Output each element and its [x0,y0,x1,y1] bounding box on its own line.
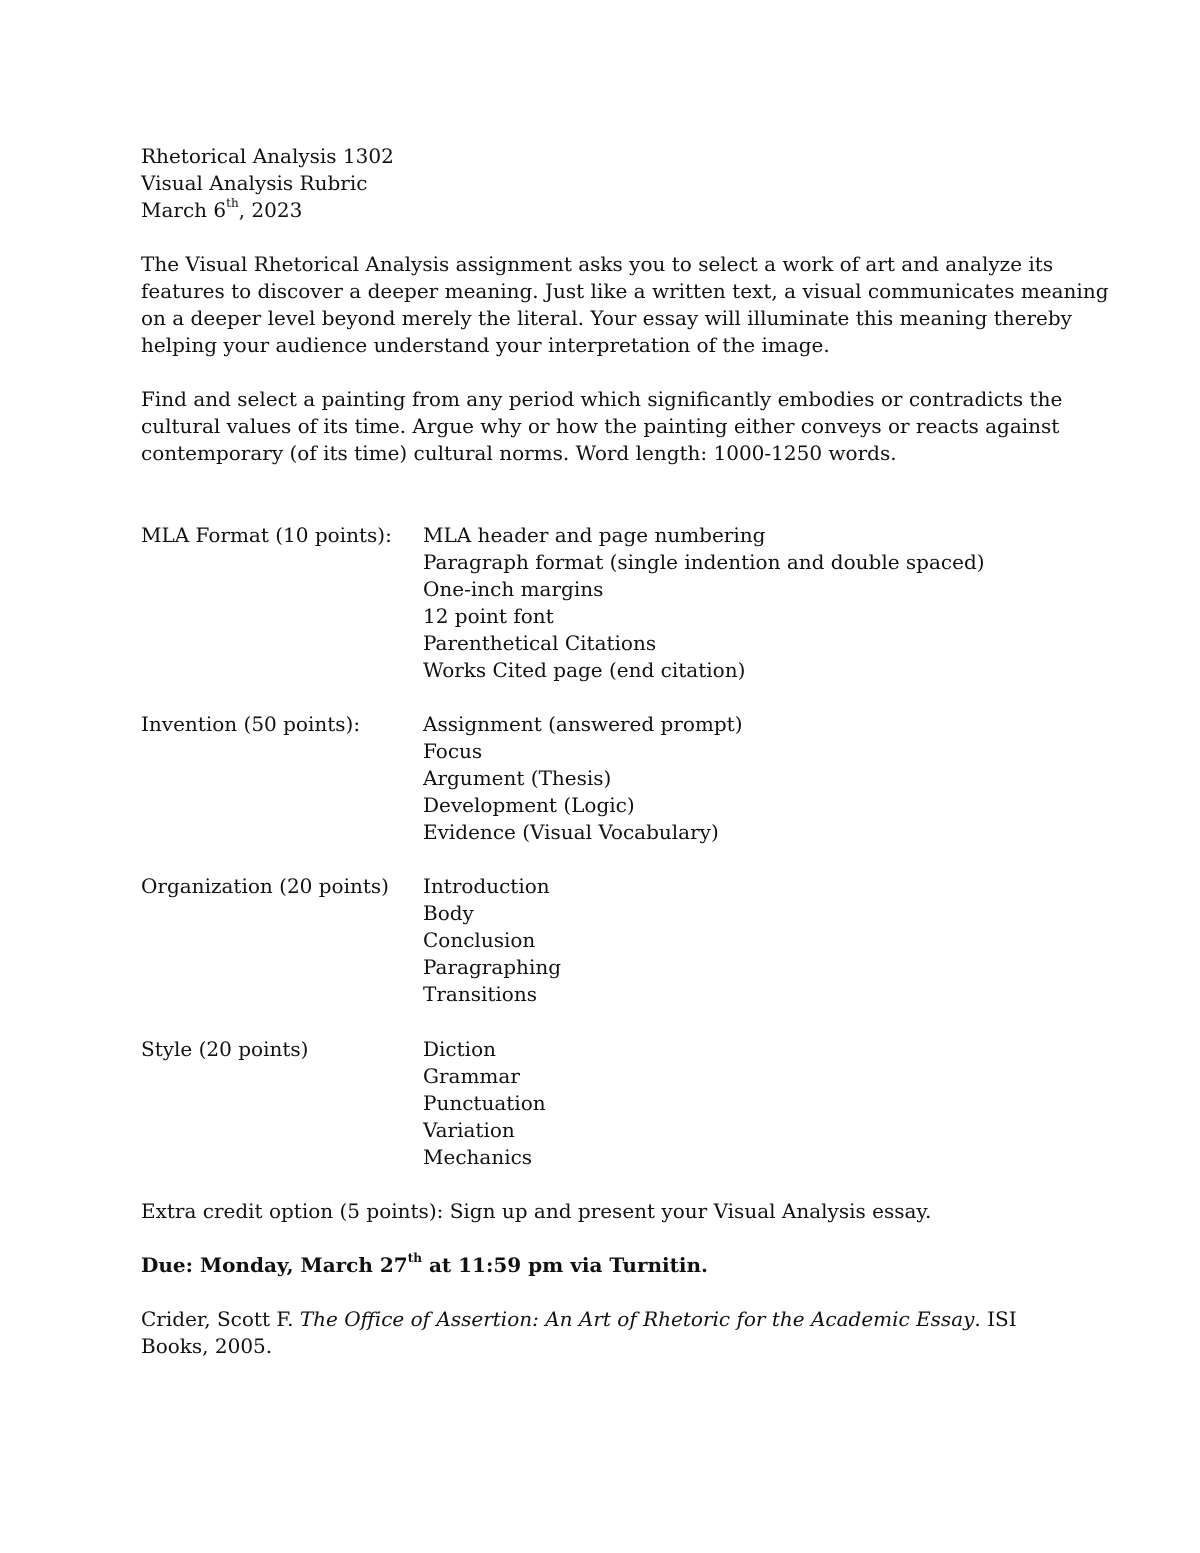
intro-paragraph-1 [141,251,1109,359]
rubric-criterion: Paragraphing [423,955,562,979]
document-header [141,143,1061,224]
rubric-category-label: Invention (50 points): [141,712,361,736]
rubric-criterion: Evidence (Visual Vocabulary) [423,820,719,844]
works-cited-entry [141,1306,1041,1360]
intro-paragraph-2 [141,386,1061,467]
paragraph-line: features to discover a deeper meaning. Just like a written text, a visual communicates meaning [141,279,1109,303]
rubric-criterion: Focus [423,739,483,763]
paragraph-line: helping your audience understand your interpretation of the image. [141,333,830,357]
rubric-criterion: Variation [423,1118,515,1142]
due-date [141,1252,1061,1279]
rubric-criteria-list [423,873,561,1008]
rubric-criterion: Conclusion [423,928,536,952]
document-date [141,197,1061,224]
date-prefix: March 6 [141,198,227,222]
citation-publisher: . ISI Books, 2005. [141,1307,1017,1358]
date-suffix: , 2023 [238,198,303,222]
paragraph-line: contemporary (of its time) cultural norms. Word length: 1000-1250 words. [141,441,897,465]
date-sup: th [226,196,239,211]
paragraph-line: on a deeper level beyond merely the literal. Your essay will illuminate this meaning thereby [141,306,1072,330]
due-sup: th [407,1251,422,1266]
citation-title: The Office of Assertion: An Art of Rhetoric for the Academic Essay [299,1307,975,1331]
document-title: Visual Analysis Rubric [141,171,368,195]
rubric-criteria-list [423,711,743,846]
due-suffix: at 11:59 pm via Turnitin. [421,1253,708,1277]
rubric-category-label: MLA Format (10 points): [141,523,392,547]
rubric-criterion: Body [423,901,474,925]
rubric-criterion: Assignment (answered prompt) [423,712,743,736]
rubric-criterion: Transitions [423,982,537,1006]
due-prefix: Due: Monday, March 27 [141,1253,408,1277]
paragraph-line: The Visual Rhetorical Analysis assignment asks you to select a work of art and analyze its [141,252,1054,276]
rubric-criterion: Development (Logic) [423,793,635,817]
rubric-criterion: Parenthetical Citations [423,631,657,655]
rubric-criterion: Argument (Thesis) [423,766,612,790]
rubric-criterion: MLA header and page numbering [423,523,766,547]
paragraph-line: cultural values of its time. Argue why or how the painting either conveys or reacts against [141,414,1060,438]
rubric-criterion: Introduction [423,874,550,898]
rubric-criterion: Diction [423,1037,496,1061]
rubric-criterion: 12 point font [423,604,554,628]
rubric-criteria-list [423,522,985,684]
extra-credit-note: Extra credit option (5 points): Sign up and present your Visual Analysis essay. [141,1199,932,1223]
rubric-criterion: Mechanics [423,1145,533,1169]
course-name: Rhetorical Analysis 1302 [141,144,394,168]
paragraph-line: Find and select a painting from any period which significantly embodies or contradicts the [141,387,1063,411]
rubric-criterion: Paragraph format (single indention and double spaced) [423,550,985,574]
rubric-criteria-list [423,1036,546,1171]
rubric-category-label: Organization (20 points) [141,874,389,898]
rubric-criterion: One-inch margins [423,577,604,601]
rubric-criterion: Grammar [423,1064,520,1088]
rubric-category-label: Style (20 points) [141,1037,309,1061]
rubric-criterion: Punctuation [423,1091,546,1115]
citation-author: Crider, Scott F. [141,1307,300,1331]
rubric-criterion: Works Cited page (end citation) [423,658,746,682]
